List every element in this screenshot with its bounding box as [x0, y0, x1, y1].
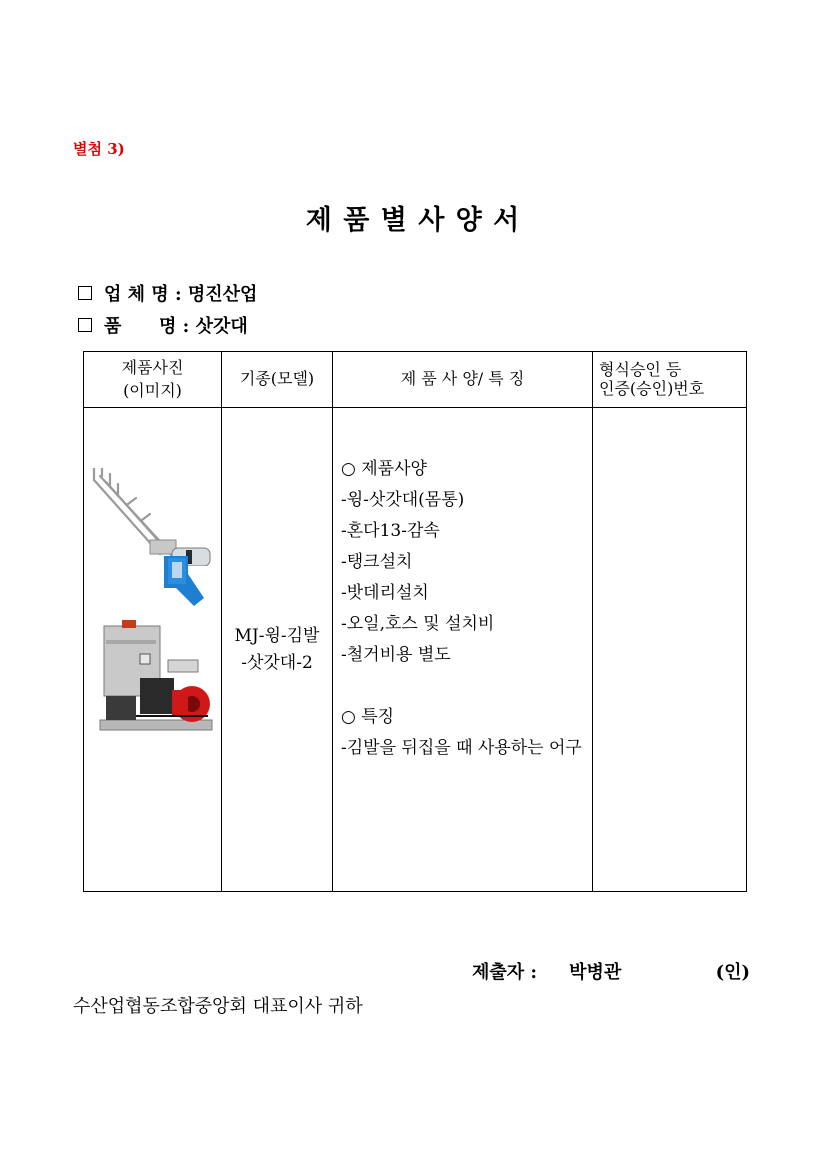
cert-number-cell	[593, 408, 747, 892]
document-title: 제 품 별 사 양 서	[305, 205, 521, 236]
table-header-row	[84, 352, 747, 408]
header-spec: 제 품 사 양/ 특 징	[333, 352, 593, 408]
company-value: 명진산업	[187, 284, 258, 305]
spec-cell	[333, 408, 593, 892]
spec-heading: ○ 제품사양	[341, 459, 427, 479]
spec-item: -혼다13-감속	[341, 521, 440, 541]
header-cert: 형식승인 등 인증(승인)번호	[593, 352, 747, 408]
header-photo: 제품사진 (이미지)	[84, 352, 222, 408]
product-label: 품 명 :	[104, 316, 190, 337]
product-photo-base	[154, 552, 214, 608]
model-cell	[222, 408, 333, 892]
product-info-line	[78, 312, 248, 338]
checkbox-square-icon	[78, 286, 92, 300]
submitter-label: 제출자 :	[472, 962, 538, 983]
attachment-label: 별첨 3)	[73, 140, 125, 158]
company-label: 업 체 명 :	[104, 284, 182, 305]
company-info-line	[78, 280, 257, 306]
submitter-name: 박병관	[569, 962, 622, 983]
spec-item: -탱크설치	[341, 552, 413, 572]
model-line: MJ-윙-김발	[234, 626, 320, 647]
checkbox-square-icon	[78, 318, 92, 332]
spec-item: -오일,호스 및 설치비	[341, 614, 495, 634]
spec-item: -밧데리설치	[341, 583, 429, 603]
addressee: 수산업협동조합중앙회 대표이사 귀하	[73, 996, 363, 1017]
spec-item: -철거비용 별도	[341, 645, 451, 665]
spec-table	[83, 351, 747, 892]
product-value: 삿갓대	[195, 316, 248, 337]
submitter-line	[472, 958, 750, 984]
spec-item: -윙-삿갓대(몸통)	[341, 490, 465, 510]
feature-text: -김발을 뒤집을 때 사용하는 어구	[341, 738, 582, 758]
feature-heading: ○ 특징	[341, 707, 395, 727]
table-row	[84, 408, 747, 892]
seal-mark: (인)	[715, 962, 750, 983]
product-photo-engine	[96, 620, 216, 735]
product-photo-cell	[84, 408, 222, 892]
header-model: 기종(모델)	[222, 352, 333, 408]
model-line: -삿갓대-2	[241, 652, 313, 673]
